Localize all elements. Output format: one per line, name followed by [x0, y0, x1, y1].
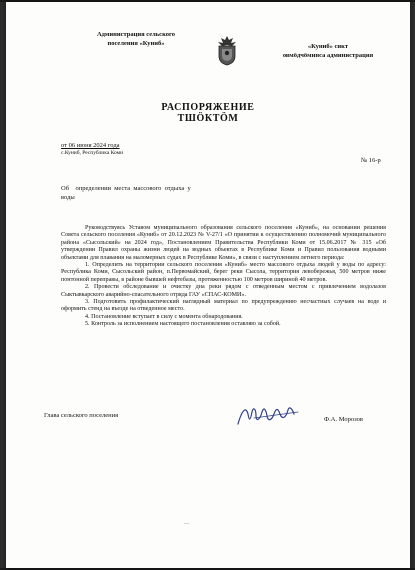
scan-edge-right [410, 2, 415, 568]
document-date: от 06 июня 2024 года [61, 142, 120, 149]
document-subject [61, 184, 221, 202]
title-line1: РАСПОРЯЖЕНИЕ [161, 102, 255, 113]
body-paragraph: 1. Определить на территории сельского поселения «Куниб» место массового отдыха людей у воды по адресу: Республика Коми, Сысольский район, п.Первомайский, берег реки Сысола, территория левобережья, 500 метров ниже понтонной переправы, в районе бывшей нефтебазы, протяженностью 100 метров шириной 40 метров. [61, 262, 386, 283]
signatory-name: Ф.А. Морозов [324, 416, 363, 423]
document-body [61, 225, 386, 329]
title-line2: ТШӦКТӦМ [177, 113, 239, 124]
header-left-block [76, 30, 196, 48]
body-paragraph: 4. Постановление вступает в силу с момента обнародования. [85, 313, 243, 320]
coat-of-arms-icon [213, 34, 241, 66]
body-paragraph: 3. Подготовить профилактический наглядный материал по предупреждению несчастных случаев на воде и оформить стенд на въезде на отведенное место. [61, 299, 386, 313]
subject-line2: воды [61, 194, 75, 201]
header-right-line2: овмӧдчӧминса администрация [282, 52, 374, 59]
signature-label: Глава сельского поселения [44, 412, 119, 419]
document-place: с.Куниб, Республика Коми [61, 150, 124, 156]
document-title [6, 102, 410, 124]
subject-line1: Об определении места массового отдыха у [61, 185, 191, 192]
handwritten-signature-icon [234, 400, 302, 430]
header-right-block [268, 42, 388, 60]
body-paragraph: 5. Контроль за исполнением настоящего постановления оставляю за собой. [85, 321, 281, 328]
header-left-line2: поселения «Куниб» [107, 40, 165, 47]
page-mark: — [184, 522, 189, 527]
document-page [6, 2, 410, 568]
body-paragraph: 2. Провести обследование и очистку дна реки рядом с отведенным местом с привлечением водолазов Сыктывкарского аварийно-спасательного отряда ГАУ «СПАС-КОМИ». [61, 284, 386, 298]
document-number: № 16-р [361, 157, 381, 164]
header-left-line1: Администрация сельского [96, 31, 176, 38]
header-right-line1: «Куниб» сикт [307, 43, 349, 50]
body-paragraph: Руководствуясь Уставом муниципального образования сельского поселения «Куниб», на основании решения Совета сельского поселения «Куниб» от 20.12.2023 № V-27/1 «О принятии к осуществлению полномочий муниципального района «Сысольский» на 2024 год», Постановлением Правительства Республики Коми от 15.06.2017 № 315 «Об утверждении Правил охраны жизни людей на водных объектах в Республике Коми и Правил пользования водными объектами для плавания на маломерных судах в Республике Коми», в связи с наступлением летнего периода: [61, 225, 386, 261]
